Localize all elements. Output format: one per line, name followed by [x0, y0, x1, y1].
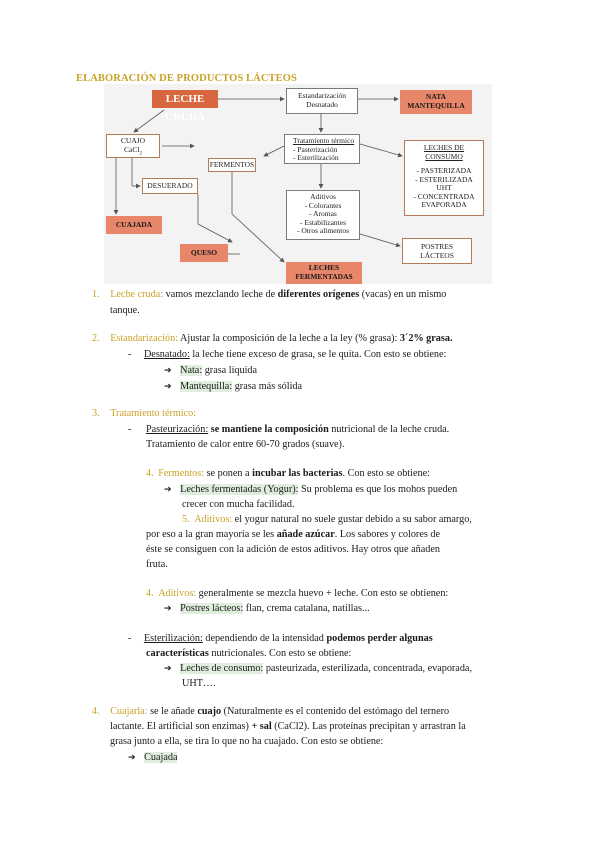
mantequilla-text: grasa más sólida — [232, 381, 303, 392]
cuajarla-number: 4. — [92, 706, 100, 717]
estandarizacion-box — [286, 88, 358, 114]
arrow-icon: ➔ — [164, 366, 172, 376]
esterilizacion-heading: Esterilización: — [143, 633, 203, 644]
leches-fermentadas-box — [286, 262, 362, 284]
arrow-icon: ➔ — [164, 382, 172, 392]
tratamiento-box — [284, 134, 360, 164]
item-1 — [92, 287, 446, 303]
esterilizacion-line2-text: nutricionales. Con esto se obtiene: — [208, 648, 352, 659]
item-1-number: 1. — [92, 289, 100, 300]
nata-text: grasa líquida — [202, 365, 258, 376]
aditivos-label: Aditivos — [310, 192, 336, 201]
leches-label: LECHES — [308, 263, 340, 272]
pasteurizacion-line2: Tratamiento de calor entre 60-70 grados (suave). — [146, 439, 345, 450]
aditivos-yogur-line2 — [146, 527, 440, 543]
leches-consumo-line2: UHT…. — [182, 678, 216, 689]
fermentos-box: FERMENTOS — [208, 158, 256, 172]
postres-lacteos-heading: Postres lácteos: — [180, 603, 244, 614]
queso-box: QUESO — [180, 244, 228, 262]
aditivos-yogur-line2c: . Los sabores y colores de — [334, 529, 440, 540]
item-3-heading: Tratamiento térmico: — [110, 408, 197, 419]
arrow-icon: ➔ — [164, 485, 172, 495]
estabilizantes-label: - Estabilizantes — [299, 217, 347, 227]
pasterizacion-label: - Pasterización — [293, 144, 338, 154]
esterilizacion-line — [128, 631, 433, 647]
cuajarla-bold: cuajo — [197, 706, 222, 717]
mantequilla-line — [164, 379, 302, 395]
cuajada-line — [128, 750, 177, 766]
aditivos-yogur-line3: éste se consiguen con la adición de estos aditivos. Hay otros que añaden — [146, 544, 440, 555]
nata-box — [400, 90, 472, 114]
fermentos-bold: incubar las bacterias — [252, 468, 343, 479]
cuajarla-line2c: (CaCl2). Las proteínas precipitan y arrastran la — [271, 721, 466, 732]
leches-consumo-line — [164, 661, 472, 677]
aditivos-yogur-item — [182, 512, 472, 528]
leches-de-label: LECHES DE — [423, 143, 465, 152]
postres-lacteos-text: flan, crema catalana, natillas... — [243, 603, 370, 614]
uht-label: UHT — [436, 183, 452, 192]
aditivos-yogur-heading: Aditivos: — [194, 514, 233, 525]
item-1-text3: (vacas) en un mismo — [359, 289, 447, 300]
aditivos-yogur-text1: el yogur natural no suele gustar debido a su sabor amargo, — [232, 514, 472, 525]
cuajo-box — [106, 134, 160, 158]
aditivos-yogur-bold: añade azúcar — [276, 529, 335, 540]
cuajarla-item — [92, 704, 449, 720]
tratamiento-label: Tratamiento térmico — [293, 136, 355, 145]
flow-diagram — [104, 84, 492, 284]
leches-consumo-box — [404, 140, 484, 216]
leches-consumo-heading: Leches de consumo: — [180, 663, 264, 674]
evaporada-label: EVAPORADA — [421, 200, 467, 209]
leches-fermentadas-text: Su problema es que los mohos pueden — [298, 484, 458, 495]
cacl-sub: 2 — [139, 151, 142, 156]
esterilizada-label: - ESTERILIZADA — [415, 174, 473, 184]
item-2-number: 2. — [92, 333, 100, 344]
fermentos-item — [146, 466, 430, 482]
fermentos-heading: Fermentos: — [158, 468, 205, 479]
pasterizada-label: - PASTERIZADA — [416, 166, 472, 175]
item-2-heading: Estandarización: — [110, 333, 179, 344]
nata-heading: Nata: — [180, 365, 203, 376]
colorantes-label: - Colorantes — [304, 200, 342, 210]
postres-lacteos-line — [164, 601, 370, 617]
fermentadas-label: FERMENTADAS — [295, 271, 353, 281]
desnatado-dash: - — [128, 349, 132, 360]
item-3-number: 3. — [92, 408, 100, 419]
leches-fermentadas-heading: Leches fermentadas (Yogur): — [180, 484, 299, 495]
mantequilla-label: MANTEQUILLA — [407, 100, 465, 110]
cuajarla-heading: Cuajarla: — [110, 706, 148, 717]
cacl-text: CaCl — [124, 144, 140, 154]
aditivos-postres-item — [146, 586, 448, 602]
postres-label: POSTRES — [420, 242, 454, 251]
lacteos-label: LÁCTEOS — [420, 250, 454, 260]
pasteurizacion-bold: se mantiene la composición — [208, 424, 329, 435]
pasteurizacion-heading: Pasteurización: — [145, 424, 209, 435]
item-3 — [92, 406, 196, 422]
cuajo-label: CUAJO — [120, 136, 146, 145]
document-title: ELABORACIÓN DE PRODUCTOS LÁCTEOS — [76, 73, 297, 84]
esterilizacion-bold: podemos perder algunas — [326, 633, 433, 644]
consumo-label: CONSUMO — [425, 151, 463, 161]
cuajarla-text3: (Naturalmente es el contenido del estómago del ternero — [221, 706, 450, 717]
leches-fermentadas-line2: crecer con mucha facilidad. — [182, 499, 295, 510]
desnatado-text: la leche tiene exceso de grasa, se le quita. Con esto se obtiene: — [189, 349, 447, 360]
leches-fermentadas-line — [164, 482, 457, 498]
leche-cruda-box: LECHE CRUDA — [152, 90, 218, 108]
desuerado-box: DESUERADO — [142, 178, 198, 194]
aditivos-postres-number: 4. — [146, 588, 154, 599]
arrow-icon: ➔ — [164, 664, 172, 674]
desnatado-label: Desnatado — [306, 99, 338, 109]
arrow-icon: ➔ — [128, 753, 136, 763]
cuajada-heading: Cuajada — [144, 752, 178, 763]
cuajarla-line2a: lactante. El artificial son enzimas) — [110, 721, 252, 732]
esterilizacion-label: - Esterilización — [293, 153, 339, 162]
item-2-text1: Ajustar la composición de la leche a la ley (% grasa): — [178, 333, 400, 344]
item-1-line2: tanque. — [110, 305, 140, 316]
cuajarla-bold2: + sal — [251, 721, 272, 732]
estandarizacion-label: Estandarización — [298, 91, 346, 100]
item-1-bold: diferentes orígenes — [277, 289, 360, 300]
item-1-text1: vamos mezclando leche de — [163, 289, 278, 300]
esterilizacion-bold2: características — [146, 648, 209, 659]
aromas-label: - Aromas — [309, 209, 337, 218]
aditivos-postres-heading: Aditivos: — [158, 588, 197, 599]
aditivos-postres-text: generalmente se mezcla huevo + leche. Con esto se obtienen: — [196, 588, 449, 599]
cuajarla-line2 — [110, 719, 466, 735]
pasteurizacion-line — [128, 422, 449, 438]
aditivos-yogur-line4: fruta. — [146, 559, 168, 570]
pasteurizacion-dash: - — [128, 424, 132, 435]
postres-box — [402, 238, 472, 264]
cuajarla-line3: grasa junto a ella, se tira lo que no ha cuajado. Con esto se obtiene: — [110, 736, 384, 747]
esterilizacion-text1: dependiendo de la intensidad — [202, 633, 327, 644]
item-2-bold: 3´2% grasa. — [399, 333, 453, 344]
fermentos-number: 4. — [146, 468, 154, 479]
mantequilla-heading: Mantequilla: — [180, 381, 233, 392]
otros-alimentos-label: - Otros alimentos — [296, 226, 350, 235]
fermentos-text3: . Con esto se obtiene: — [342, 468, 430, 479]
aditivos-yogur-line2a: por eso a la gran mayoría se les — [146, 529, 277, 540]
arrow-icon: ➔ — [164, 604, 172, 614]
concentrada-label: - CONCENTRADA — [413, 191, 475, 201]
aditivos-box — [286, 190, 360, 240]
nata-line — [164, 363, 257, 379]
desnatado-heading: Desnatado: — [143, 349, 190, 360]
cuajada-box: CUAJADA — [106, 216, 162, 234]
nata-label: NATA — [425, 92, 447, 101]
leches-consumo-text: pasteurizada, esterilizada, concentrada, evaporada, — [263, 663, 472, 674]
cuajarla-text1: se le añade — [147, 706, 198, 717]
desnatado-line — [128, 347, 446, 363]
esterilizacion-line2 — [146, 646, 351, 662]
aditivos-yogur-number: 5. — [182, 514, 190, 525]
item-1-heading: Leche cruda: — [110, 289, 164, 300]
pasteurizacion-text: nutricional de la leche cruda. — [328, 424, 450, 435]
fermentos-text1: se ponen a — [204, 468, 253, 479]
item-2 — [92, 331, 453, 347]
esterilizacion-dash: - — [128, 633, 132, 644]
cacl2-label — [107, 146, 159, 159]
